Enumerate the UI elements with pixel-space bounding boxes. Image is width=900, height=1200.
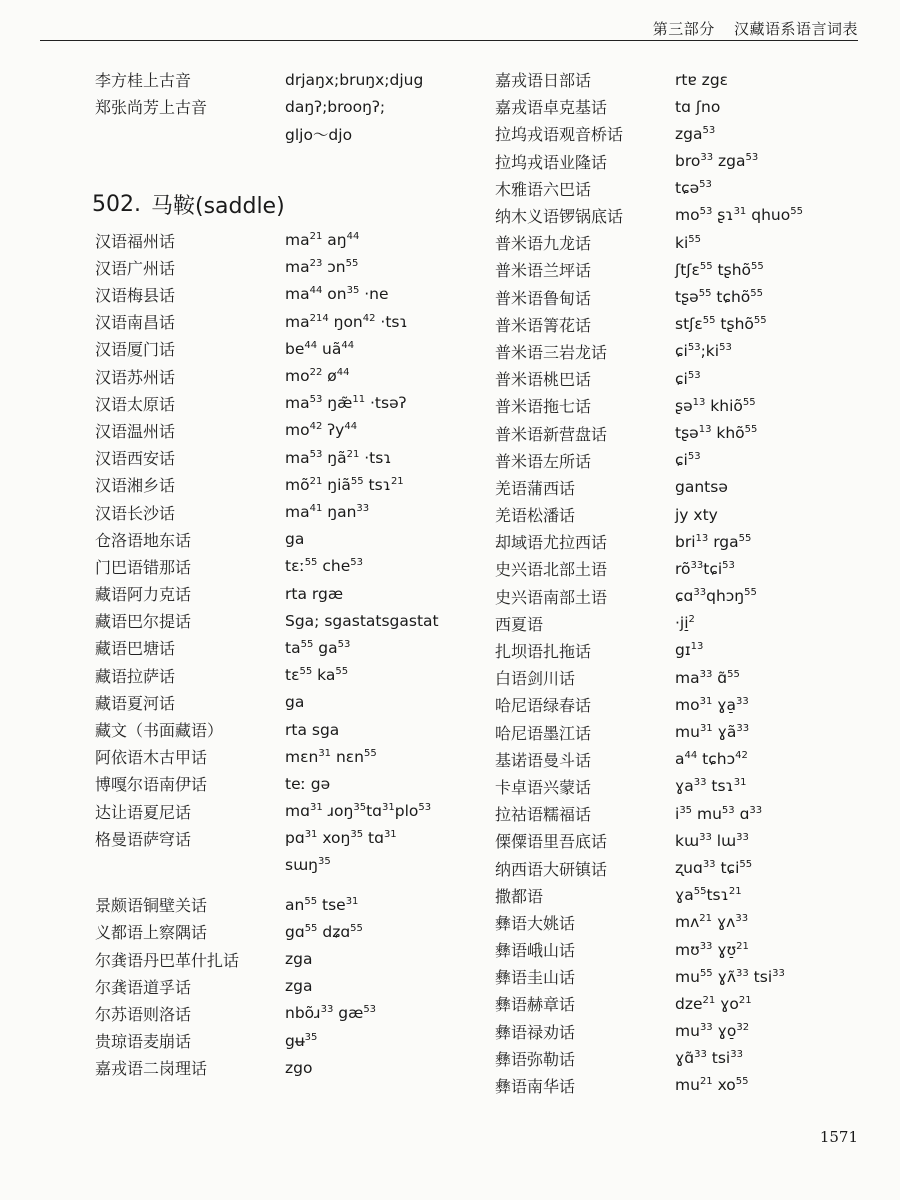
dialect-name: 木雅语六巴话 bbox=[495, 179, 592, 199]
dialect-name: 史兴语南部土语 bbox=[495, 587, 608, 607]
entry-row bbox=[95, 308, 495, 335]
entry-row bbox=[495, 1018, 875, 1045]
word-form: mɛn$^{31}$ nɛn$^{55}$ bbox=[285, 747, 377, 766]
word-form: tʂə$^{55}$ tɕhõ$^{55}$ bbox=[675, 288, 764, 307]
word-form: ga bbox=[285, 693, 305, 712]
entry-row bbox=[95, 607, 495, 634]
entry-row bbox=[95, 363, 495, 390]
word-form: tɑ ʃno bbox=[675, 97, 721, 116]
header-title: 汉藏语系语言词表 bbox=[733, 20, 858, 38]
entry-row bbox=[95, 526, 495, 553]
entry-row bbox=[495, 66, 875, 93]
entry-row bbox=[95, 1027, 495, 1054]
word-form: gʉ$^{35}$ bbox=[285, 1031, 318, 1050]
dialect-name: 普米语左所话 bbox=[495, 451, 592, 471]
word-form: rta sga bbox=[285, 720, 340, 739]
word-form: $mu^{21}$ $xo^{55}$ bbox=[675, 1076, 749, 1095]
entry-row bbox=[495, 1045, 875, 1072]
section-title bbox=[92, 183, 495, 227]
word-form: stʃɛ$^{55}$ tʂhõ$^{55}$ bbox=[675, 315, 767, 334]
word-form: zgo bbox=[285, 1058, 313, 1077]
word-form: $ki^{55}$ bbox=[675, 233, 702, 252]
dialect-name: 达让语夏尼话 bbox=[95, 802, 192, 822]
word-form: ʂə$^{13}$ khiõ$^{55}$ bbox=[675, 396, 756, 415]
entry-row bbox=[495, 610, 875, 637]
dialect-name: 普米语鲁甸话 bbox=[495, 288, 592, 308]
word-form: $ma^{44}$ $on^{35} \cdot ne$ bbox=[285, 285, 389, 304]
entry-row bbox=[495, 854, 875, 881]
word-form: $ta^{55}$ $ga^{53}$ bbox=[285, 638, 351, 658]
entry-row bbox=[95, 553, 495, 580]
word-form: tʂə$^{13}$ khõ$^{55}$ bbox=[675, 423, 758, 443]
entry-row bbox=[495, 229, 875, 256]
entry-row bbox=[495, 963, 875, 990]
entry-row bbox=[495, 338, 875, 365]
entry-row bbox=[495, 148, 875, 175]
dialect-name: 汉语西安话 bbox=[95, 449, 176, 469]
word-form: $mo^{31}$ ɣa̠$^{33}$ bbox=[675, 695, 749, 714]
word-form: $mo^{42}$ ʔy$^{44}$ bbox=[285, 421, 358, 440]
dialect-name: 彝语弥勒话 bbox=[495, 1049, 576, 1069]
header-rule bbox=[40, 40, 858, 41]
word-form: rtɐ zgɛ bbox=[675, 70, 729, 89]
word-form: $an^{55}$ tse$^{31}$ bbox=[285, 895, 359, 914]
word-form: bri$^{13}$ rga$^{55}$ bbox=[675, 532, 752, 551]
entry-row bbox=[495, 719, 875, 746]
word-form: $a^{44}$ tɕhɔ$^{42}$ bbox=[675, 750, 748, 769]
entry-row bbox=[495, 1072, 875, 1099]
entry-row bbox=[495, 990, 875, 1017]
dialect-name: 拉祜语糯福话 bbox=[495, 805, 592, 825]
entry-row bbox=[95, 891, 495, 918]
word-form: gɪ$^{13}$ bbox=[675, 641, 704, 660]
word-form: ·ji̠$^2$ bbox=[675, 614, 695, 633]
word-form: dze$^{21}$ ɣo$^{21}$ bbox=[675, 994, 752, 1014]
dialect-name: 西夏语 bbox=[495, 614, 544, 634]
entry-row bbox=[95, 662, 495, 689]
dialect-name: 藏语巴尔提话 bbox=[95, 612, 192, 632]
entry-row bbox=[495, 637, 875, 664]
entry-row bbox=[495, 419, 875, 446]
dialect-name: 藏语拉萨话 bbox=[95, 666, 176, 686]
dialect-name: 纳西语大研镇话 bbox=[495, 859, 608, 879]
entry-row bbox=[495, 474, 875, 501]
dialect-name: 彝语禄劝话 bbox=[495, 1022, 576, 1042]
word-form: zga$^{53}$ bbox=[675, 124, 716, 144]
word-form: $mõ^{21}$ ŋiã$^{55}$ tsɿ$^{21}$ bbox=[285, 475, 404, 494]
entry-row bbox=[495, 936, 875, 963]
word-form: ɣa$^{33}$ tsɿ$^{31}$ bbox=[675, 777, 747, 796]
word-form: ɕɑ$^{33}$qhɔŋ$^{55}$ bbox=[675, 587, 757, 606]
word-form: ga bbox=[285, 530, 305, 549]
dialect-name: 彝语峨山话 bbox=[495, 941, 576, 961]
left-entry-list bbox=[95, 227, 495, 880]
entry-row bbox=[495, 202, 875, 229]
page-number: 1571 bbox=[819, 1128, 858, 1146]
dialect-name: 却域语尤拉西话 bbox=[495, 533, 608, 553]
dialect-name: 卡卓语兴蒙话 bbox=[495, 777, 592, 797]
word-form: kɯ$^{33}$ lɯ$^{33}$ bbox=[675, 831, 749, 850]
dialect-name: 博嘎尔语南伊话 bbox=[95, 775, 208, 795]
dialect-name: 普米语新营盘话 bbox=[495, 424, 608, 444]
entry-row bbox=[95, 945, 495, 972]
dialect-name: 汉语苏州话 bbox=[95, 367, 176, 387]
word-form: $i^{35}$ $mu^{53}$ ɑ$^{33}$ bbox=[675, 804, 763, 823]
entry-row bbox=[495, 800, 875, 827]
dialect-name: 普米语兰坪话 bbox=[495, 261, 592, 281]
word-form: $ma^{41}$ ŋan$^{33}$ bbox=[285, 502, 370, 522]
dialect-name: 普米语桃巴话 bbox=[495, 370, 592, 390]
entry-row bbox=[95, 417, 495, 444]
word-form: ʃtʃɛ$^{55}$ tʂhõ$^{55}$ bbox=[675, 260, 764, 279]
dialect-name: 李方桂上古音 bbox=[95, 71, 192, 91]
dialect-name: 汉语太原话 bbox=[95, 394, 176, 414]
entry-row bbox=[95, 120, 495, 147]
right-entry-list bbox=[495, 66, 875, 1099]
entry-row bbox=[95, 498, 495, 525]
word-form: sɯŋ$^{35}$ bbox=[285, 856, 331, 875]
dialect-name: 彝语赫章话 bbox=[495, 995, 576, 1015]
entry-row bbox=[495, 827, 875, 854]
dialect-name: 阿依语木古甲话 bbox=[95, 748, 208, 768]
dialect-name: 纳木义语锣锅底话 bbox=[495, 207, 624, 227]
entry-row bbox=[495, 256, 875, 283]
entry-row bbox=[495, 392, 875, 419]
dialect-name: 普米语三岩龙话 bbox=[495, 342, 608, 362]
entry-row bbox=[495, 882, 875, 909]
word-form: gljo～djo bbox=[285, 125, 353, 144]
dialect-name: 藏语夏河话 bbox=[95, 693, 176, 713]
word-form: gɑ$^{55}$ dʑɑ$^{55}$ bbox=[285, 922, 363, 941]
word-form: $ma^{21}$ $aŋ^{44}$ bbox=[285, 231, 360, 250]
entry-row bbox=[95, 390, 495, 417]
entry-row bbox=[95, 634, 495, 661]
entry-row bbox=[495, 773, 875, 800]
section-heading: 马鞍(saddle) bbox=[150, 194, 285, 220]
entry-row bbox=[495, 528, 875, 555]
dialect-name: 傈僳语里吾底话 bbox=[495, 832, 608, 852]
word-form: $ma^{53}$ ŋæ̃$^{11}$ ·tsəʔ bbox=[285, 394, 407, 413]
dialect-name: 羌语蒲西话 bbox=[495, 478, 576, 498]
entry-row bbox=[495, 175, 875, 202]
entry-row bbox=[95, 254, 495, 281]
word-form: ɣa$^{55}$tsɿ$^{21}$ bbox=[675, 886, 742, 905]
word-form: zga bbox=[285, 950, 313, 969]
dialect-name: 拉坞戎语观音桥话 bbox=[495, 125, 624, 145]
entry-row bbox=[95, 770, 495, 797]
entry-row bbox=[495, 555, 875, 582]
right-column bbox=[495, 66, 875, 1099]
header-part: 第三部分 bbox=[652, 20, 715, 38]
entry-row bbox=[495, 447, 875, 474]
dialect-name: 汉语长沙话 bbox=[95, 503, 176, 523]
entry-row bbox=[95, 281, 495, 308]
dialect-name: 羌语松潘话 bbox=[495, 506, 576, 526]
entry-row bbox=[95, 798, 495, 825]
entry-row bbox=[95, 471, 495, 498]
entry-row bbox=[495, 691, 875, 718]
entry-row bbox=[95, 716, 495, 743]
word-form: jy xty bbox=[675, 505, 718, 524]
section-number: 502. bbox=[92, 192, 141, 218]
word-form: mʌ$^{21}$ ɣʌ$^{33}$ bbox=[675, 913, 749, 932]
dialect-name: 嘉戎语二岗理话 bbox=[95, 1059, 208, 1079]
entry-row bbox=[95, 852, 495, 879]
dialect-name: 汉语广州话 bbox=[95, 258, 176, 278]
word-form: ɕi$^{53}$ bbox=[675, 369, 701, 388]
word-form: $mu^{55}$ ɣʌ̃$^{33}$ tsi$^{33}$ bbox=[675, 967, 785, 986]
word-form: mʊ$^{33}$ ɣʊ̠$^{21}$ bbox=[675, 940, 749, 959]
entry-row bbox=[495, 909, 875, 936]
word-form: drjaŋx;bruŋx;djug bbox=[285, 70, 424, 89]
dialect-name: 仓洛语地东话 bbox=[95, 530, 192, 550]
word-form: $ma^{33}$ ɑ̃$^{55}$ bbox=[675, 668, 740, 687]
word-form: rta rgæ bbox=[285, 584, 344, 603]
word-form: ɣɑ̃$^{33}$ tsi$^{33}$ bbox=[675, 1049, 743, 1068]
word-form: $mu^{31}$ ɣã$^{33}$ bbox=[675, 723, 750, 742]
dialect-name: 汉语梅县话 bbox=[95, 286, 176, 306]
dialect-name: 藏语巴塘话 bbox=[95, 639, 176, 659]
word-form: gantsə bbox=[675, 478, 728, 497]
dialect-name: 哈尼语绿春话 bbox=[495, 696, 592, 716]
entry-row bbox=[495, 664, 875, 691]
dialect-name: 彝语南华话 bbox=[495, 1077, 576, 1097]
dialect-name: 汉语温州话 bbox=[95, 421, 176, 441]
word-form: tɛː$^{55}$ che$^{53}$ bbox=[285, 557, 363, 576]
dialect-name: 贵琼语麦崩话 bbox=[95, 1032, 192, 1052]
entry-row bbox=[495, 583, 875, 610]
dialect-name: 普米语九龙话 bbox=[495, 234, 592, 254]
word-form: zga bbox=[285, 977, 313, 996]
dialect-name: 藏语阿力克话 bbox=[95, 585, 192, 605]
dialect-name: 义都语上察隅话 bbox=[95, 923, 208, 943]
word-form: mɑ$^{31}$ ɹoŋ$^{35}$tɑ$^{31}$plo$^{53}$ bbox=[285, 802, 432, 821]
word-form: pɑ$^{31}$ xoŋ$^{35}$ tɑ$^{31}$ bbox=[285, 829, 397, 848]
dialect-name: 基诺语曼斗话 bbox=[495, 750, 592, 770]
word-form: $ɕi^{53};ki^{53}$ bbox=[675, 342, 732, 361]
dialect-name: 尔苏语则洛话 bbox=[95, 1004, 192, 1024]
dialect-name: 景颇语铜壁关话 bbox=[95, 896, 208, 916]
entry-row bbox=[95, 973, 495, 1000]
entry-row bbox=[95, 918, 495, 945]
dialect-name: 彝语大姚话 bbox=[495, 913, 576, 933]
entry-row bbox=[495, 93, 875, 120]
dialect-name: 汉语南昌话 bbox=[95, 313, 176, 333]
entry-row bbox=[495, 120, 875, 147]
entry-row bbox=[495, 501, 875, 528]
word-form: tɛ$^{55}$ $ka^{55}$ bbox=[285, 666, 349, 685]
dialect-name: 史兴语北部土语 bbox=[495, 560, 608, 580]
word-form: $ma^{23}$ ɔn$^{55}$ bbox=[285, 258, 359, 277]
word-form: $be^{44}$ $uã^{44}$ bbox=[285, 339, 355, 358]
entry-row bbox=[495, 311, 875, 338]
dialect-name: 尔龚语道孚话 bbox=[95, 977, 192, 997]
word-form: $rõ^{33}tɕi^{53}$ bbox=[675, 559, 735, 579]
word-form: $mo^{53}$ ʂɿ$^{31}$ qhuo$^{55}$ bbox=[675, 206, 803, 225]
entry-row bbox=[95, 444, 495, 471]
dialect-name: 汉语厦门话 bbox=[95, 340, 176, 360]
word-form: daŋʔ;brooŋʔ; bbox=[285, 97, 386, 116]
left-column bbox=[92, 66, 495, 1081]
dialect-name: 扎坝语扎拖话 bbox=[495, 642, 592, 662]
word-form: ɕi$^{53}$ bbox=[675, 451, 701, 470]
dialect-name: 藏文（书面藏语） bbox=[95, 721, 224, 741]
word-form: Sga; sgastatsgastat bbox=[285, 611, 439, 630]
word-form: ʐuɑ$^{33}$ tɕi$^{55}$ bbox=[675, 858, 753, 878]
entry-row bbox=[95, 825, 495, 852]
left-entry-list-b bbox=[95, 891, 495, 1081]
dialect-name: 撒都语 bbox=[495, 886, 544, 906]
dialect-name: 门巴语错那话 bbox=[95, 557, 192, 577]
entry-row bbox=[95, 743, 495, 770]
word-form: tɕə$^{53}$ bbox=[675, 179, 712, 198]
entry-row bbox=[495, 284, 875, 311]
dialect-name: 彝语圭山话 bbox=[495, 968, 576, 988]
entry-row bbox=[95, 93, 495, 120]
dialect-name: 嘉戎语卓克基话 bbox=[495, 98, 608, 118]
entry-row bbox=[95, 580, 495, 607]
dialect-name: 格曼语萨穹话 bbox=[95, 829, 192, 849]
dialect-name: 嘉戎语日部话 bbox=[495, 71, 592, 91]
entry-row bbox=[95, 1054, 495, 1081]
entry-row bbox=[95, 227, 495, 254]
word-form: nbõɹ$^{33}$ $gæ^{53}$ bbox=[285, 1004, 377, 1023]
word-form: $mo^{22}$ $ø^{44}$ bbox=[285, 367, 350, 386]
word-form: teː gə bbox=[285, 774, 331, 793]
entry-row bbox=[95, 66, 495, 93]
dialect-name: 普米语箐花话 bbox=[495, 315, 592, 335]
entry-row bbox=[95, 335, 495, 362]
dialect-name: 汉语湘乡话 bbox=[95, 476, 176, 496]
entry-row bbox=[95, 1000, 495, 1027]
dialect-name: 尔龚语丹巴革什扎话 bbox=[95, 950, 240, 970]
dialect-name: 白语剑川话 bbox=[495, 669, 576, 689]
entry-row bbox=[95, 689, 495, 716]
word-form: $mu^{33}$ ɣo̠$^{32}$ bbox=[675, 1022, 750, 1041]
dialect-name: 拉坞戎语业隆话 bbox=[495, 152, 608, 172]
word-form: $ma^{53}$ $ŋã^{21}$ ·tsɿ bbox=[285, 448, 392, 467]
word-form: bro$^{33}$ zga$^{53}$ bbox=[675, 152, 759, 171]
word-form: $ma^{214}$ ŋon$^{42}$ ·tsɿ bbox=[285, 312, 408, 331]
dialect-name: 哈尼语墨江话 bbox=[495, 723, 592, 743]
dialect-name: 普米语拖七话 bbox=[495, 397, 592, 417]
left-top-list bbox=[95, 66, 495, 148]
entry-row bbox=[495, 365, 875, 392]
dialect-name: 郑张尚芳上古音 bbox=[95, 98, 208, 118]
dialect-name: 汉语福州话 bbox=[95, 231, 176, 251]
entry-row bbox=[495, 746, 875, 773]
